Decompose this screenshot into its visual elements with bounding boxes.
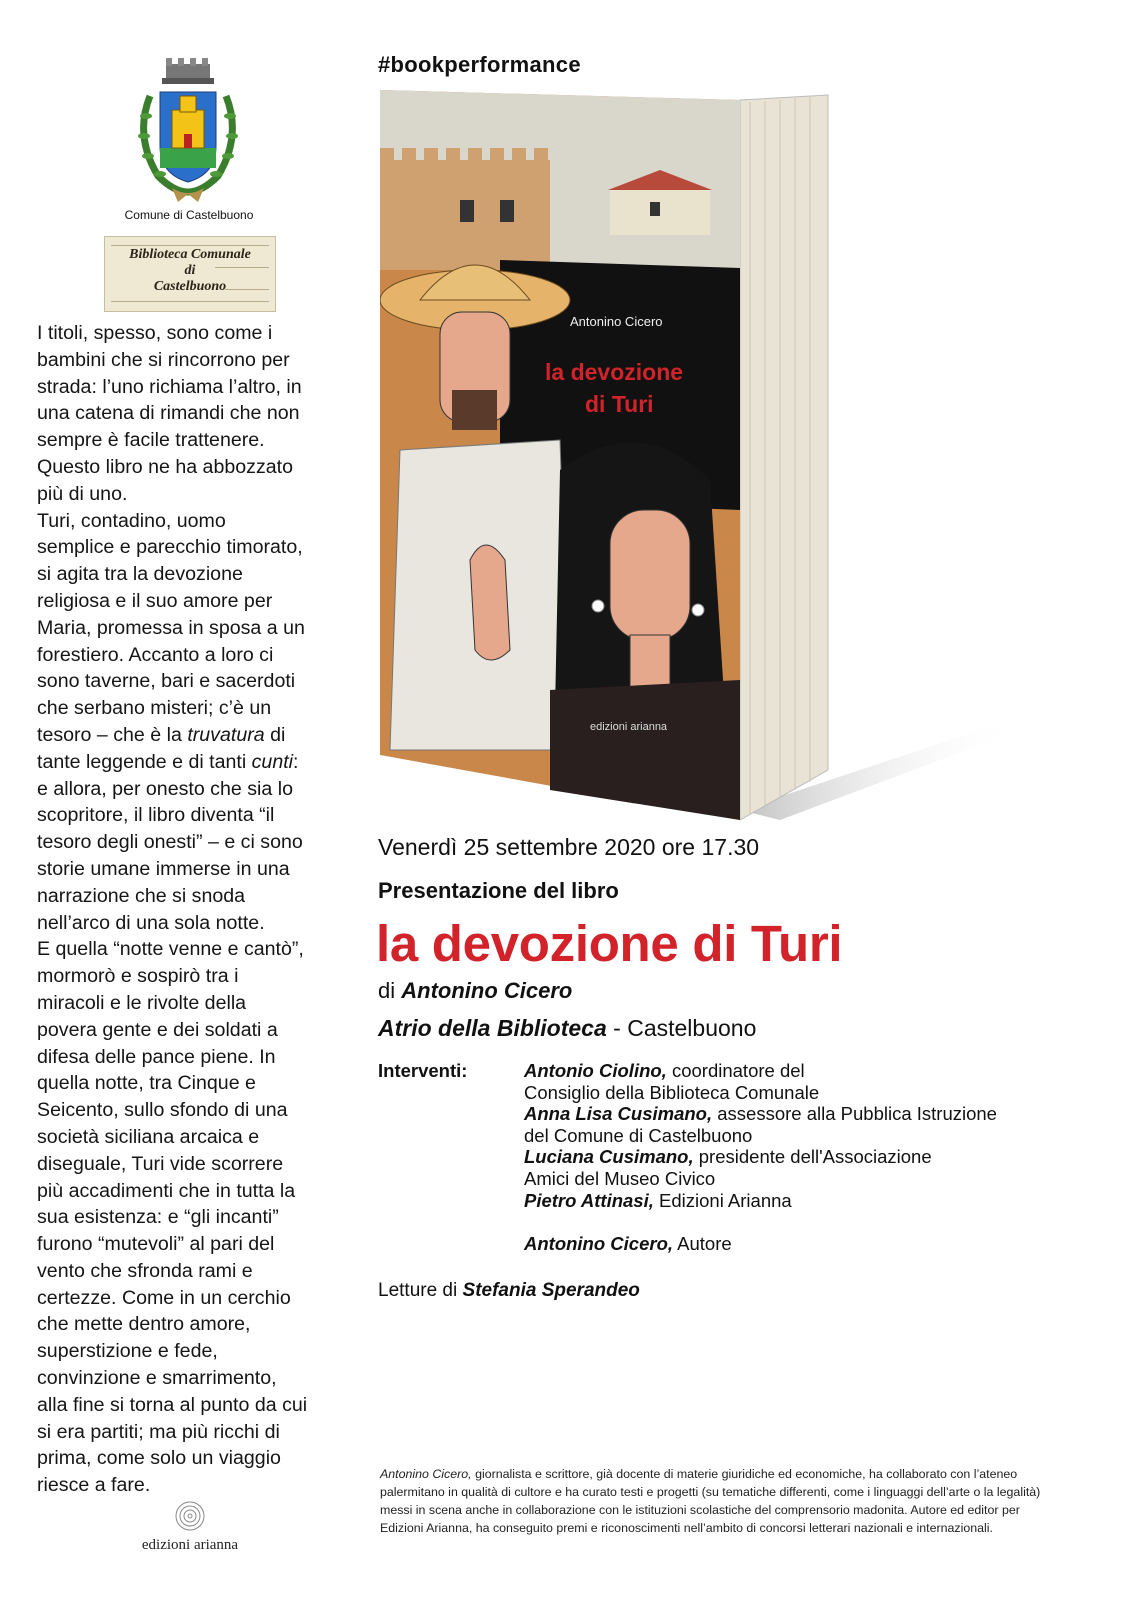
description-line: società siciliana arcaica e [37,1125,260,1148]
speaker-entry: Antonio Ciolino, coordinatore del [524,1060,805,1081]
description-line: nell’arco di una sola notte. [37,911,265,934]
description-line: religiosa e il suo amore per [37,589,273,612]
speaker-entry: Anna Lisa Cusimano, assessore alla Pubblica Istruzione [524,1103,997,1125]
description-line: miracoli e le rivolte della [37,991,247,1014]
description-line: superstizione e fede, [37,1340,218,1363]
cover-publisher: edizioni arianna [590,721,668,733]
event-venue [378,1015,756,1042]
description-line: difesa delle pance piene. In [37,1045,276,1068]
letture-name: Stefania Sperandeo [462,1280,640,1301]
description-line: mormorò e sospirò tra i [37,965,239,988]
description-line: diseguale, Turi vide scorrere [37,1152,284,1175]
letture-line [378,1280,640,1302]
speaker-entry: Pietro Attinasi, Edizioni Arianna [524,1189,792,1211]
venue-separator: - [613,1015,621,1041]
description-line: alla fine si torna al punto da cui [37,1393,308,1416]
description-line: e allora, per onesto che sia lo [37,777,293,800]
description-line: E quella “notte venne e cantò”, [37,938,304,961]
cover-title-line2: di Turi [585,391,654,417]
description-line: si era partiti; ma più ricchi di [37,1420,280,1443]
description-line: certezze. Come in un cerchio [37,1286,291,1309]
description-line: sono taverne, bari e sacerdoti [37,670,296,693]
publisher-logo [130,1500,250,1560]
bio-name: Antonino Cicero, [380,1467,472,1481]
description-line: Maria, promessa in sposa a un [37,616,305,639]
description-line: convinzione e smarrimento, [37,1367,277,1390]
speaker-entry-cont: del Comune di Castelbuono [524,1124,753,1146]
description-line: Seicento, sullo sfondo di una [37,1099,288,1122]
description-line: tesoro – che è la truvatura di [37,723,286,746]
comune-label: Comune di Castelbuono [124,208,254,222]
book-cover-image [380,90,1030,830]
biblioteca-stamp [104,236,276,312]
speaker-entry: Antonino Cicero, Autore [524,1233,732,1255]
description-line: semplice e parecchio timorato, [37,536,303,559]
description-line: riesce a fare. [37,1474,151,1497]
speaker-entry-cont: Amici del Museo Civico [524,1167,716,1189]
event-date: Venerdì 25 settembre 2020 ore 17.30 [378,834,760,860]
presentation-label: Presentazione del libro [378,878,619,903]
description-line: storie umane immerse in una [37,857,290,880]
description-line: che mette dentro amore, [37,1313,251,1336]
description-line: si agita tra la devozione [37,563,243,586]
description-line: sempre è facile trattenere. [37,429,265,452]
description-line: povera gente e dei soldati a [37,1018,278,1041]
description-line: sua esistenza: e “gli incanti” [37,1206,279,1229]
speaker-entry-cont: Consiglio della Biblioteca Comunale [524,1081,820,1103]
description-line: Turi, contadino, uomo [37,509,226,532]
by-prefix: di [378,978,396,1003]
description-line: una catena di rimandi che non [37,402,300,425]
description-line: più di uno. [37,482,128,505]
letture-prefix: Letture di [378,1280,458,1301]
description-line: tesoro degli onesti” – e ci sono [37,831,303,854]
description-line: I titoli, spesso, sono come i [37,322,273,344]
description-line: prima, come solo un viaggio [37,1447,281,1470]
description-line: che serbano misteri; c’è un [37,697,272,720]
biblioteca-stamp-text: Biblioteca Comunale di Castelbuono [129,247,251,294]
description-line: forestiero. Accanto a loro ci [37,643,274,666]
bio-text: giornalista e scrittore, già docente di materie giuridiche ed economiche, ha collaborato con l’ateneo palermitano in qualità di cultore e ha curato testi e progetti (su tematiche differenti, come i linguaggi dell’arte o la legalità) messi in scena anche in collaborazione con le istituzioni scolastiche del comprensorio madonita. Autore ed editor per Edizioni Arianna, ha conseguito premi e riconoscimenti nell’ambito di concorsi letterari nazionali e internazionali. [380,1467,1041,1535]
description-line: strada: l’uno richiama l’altro, in [37,375,302,398]
description-line: bambini che si rincorrono per [37,348,290,371]
venue-city: Castelbuono [627,1015,757,1041]
comune-coat-of-arms-icon [128,56,248,206]
event-author-line [378,978,572,1004]
cover-title-line1: la devozione [545,359,684,385]
event-author: Antonino Cicero [401,978,573,1003]
venue-place: Atrio della Biblioteca [378,1015,607,1041]
description-line: vento che sfronda rami e [37,1259,253,1282]
description-line: furono “mutevoli” al pari del [37,1233,275,1256]
author-bio [380,1465,1060,1537]
spiral-logo-icon [170,1500,210,1532]
cover-author: Antonino Cicero [570,314,663,329]
hashtag: #bookperformance [378,52,581,77]
description-line: quella notte, tra Cinque e [37,1072,256,1095]
description-line: scopritore, il libro diventa “il [37,804,275,827]
description-line: tante leggende e di tanti cunti: [37,750,299,773]
description-line: più accadimenti che in tutta la [37,1179,296,1202]
book-description [37,320,347,1499]
description-line: narrazione che si snoda [37,884,246,907]
publisher-logo-text: edizioni arianna [141,1537,239,1553]
interventi-list [524,1060,1084,1255]
event-book-title: la devozione di Turi [376,915,843,972]
interventi-label: Interventi: [378,1060,468,1081]
speaker-entry: Luciana Cusimano, presidente dell'Associazione [524,1146,932,1168]
description-line: Questo libro ne ha abbozzato [37,455,293,478]
